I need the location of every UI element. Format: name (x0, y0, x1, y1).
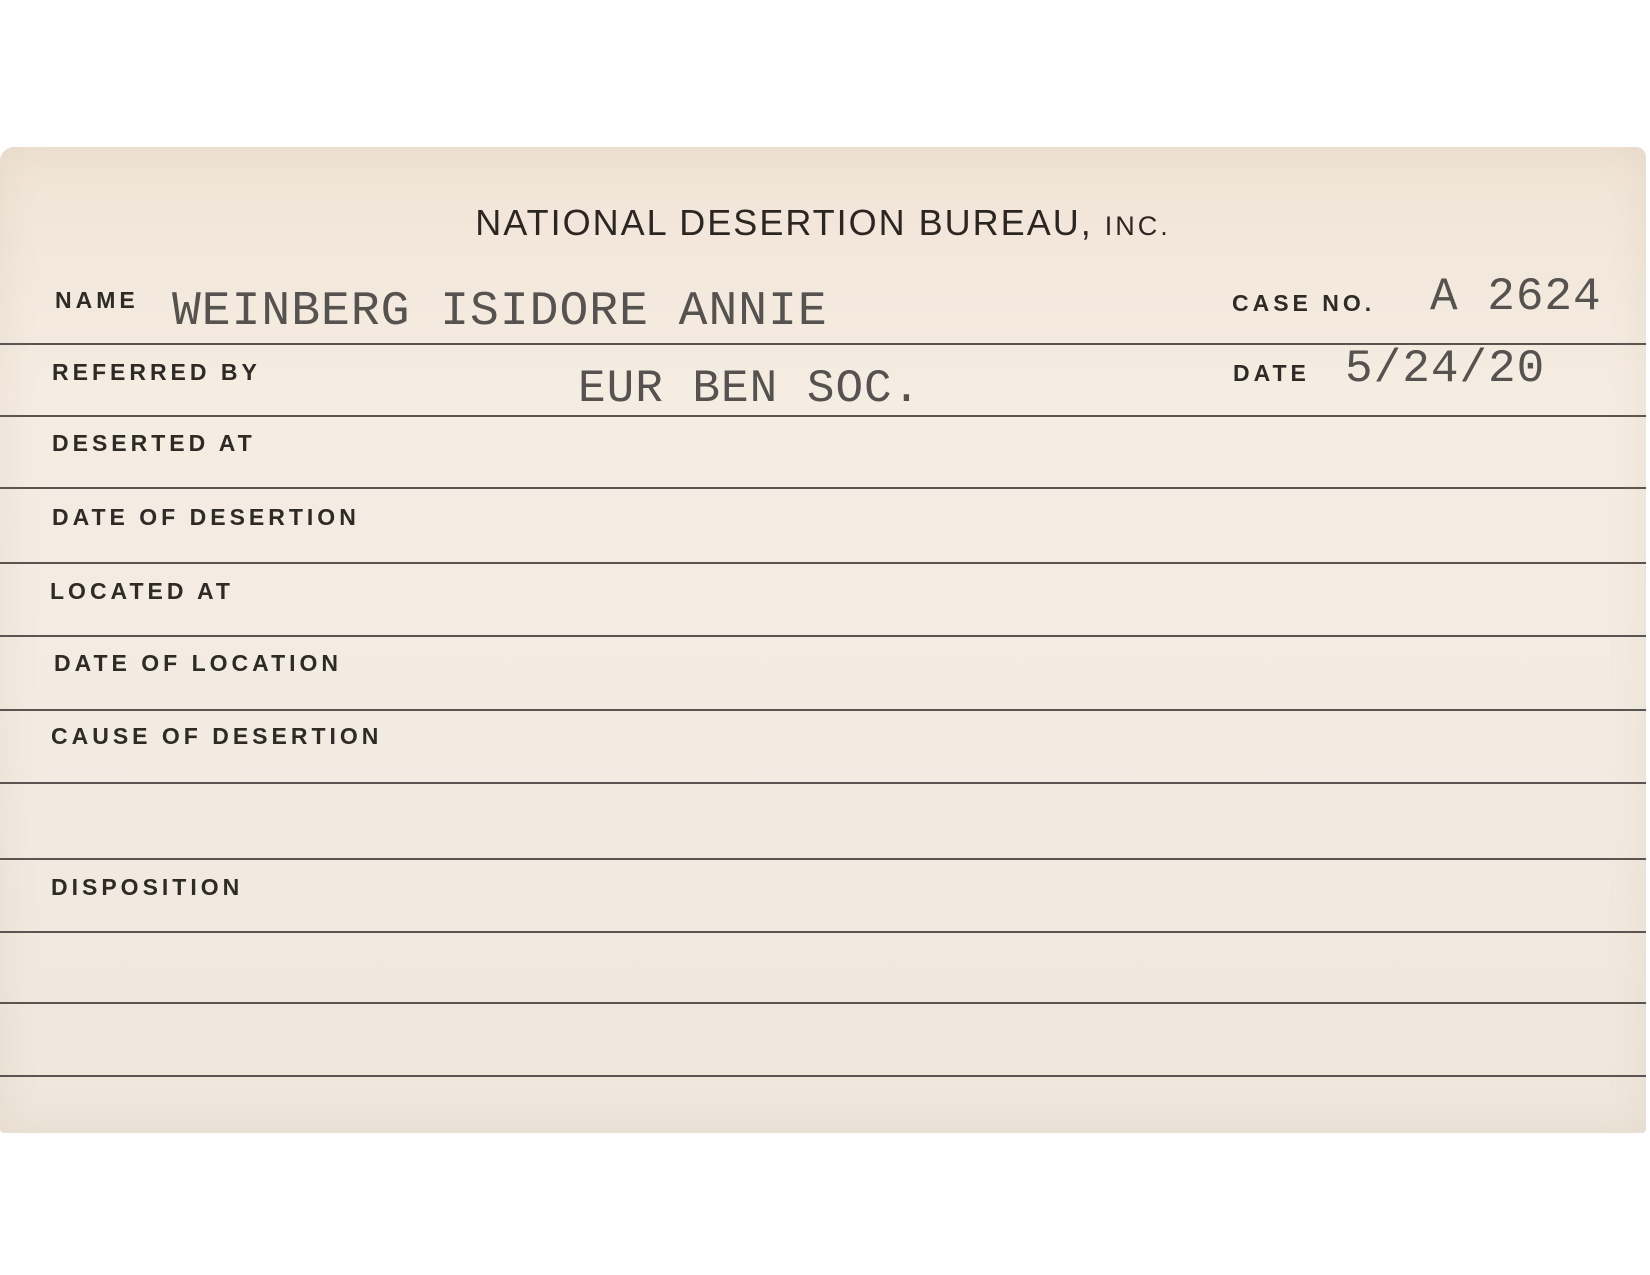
deserted-at-rule (0, 487, 1646, 489)
index-card (0, 147, 1646, 1133)
date-label: DATE (1233, 360, 1310, 386)
date-of-location-rule (0, 709, 1646, 711)
case-no-label: CASE NO. (1232, 290, 1376, 316)
referred-by-label: REFERRED BY (52, 359, 261, 385)
date-value: 5/24/20 (1345, 343, 1546, 395)
case-no-value: A 2624 (1430, 271, 1602, 323)
date-of-desertion-label: DATE OF DESERTION (52, 504, 360, 530)
referred-by-rule (0, 415, 1646, 417)
card-title-main: NATIONAL DESERTION BUREAU, (475, 202, 1093, 243)
disposition-label: DISPOSITION (51, 874, 244, 900)
cause-of-desertion-rule-2 (0, 858, 1646, 860)
located-at-label: LOCATED AT (50, 578, 234, 604)
cause-of-desertion-label: CAUSE OF DESERTION (51, 723, 383, 749)
date-of-desertion-rule (0, 562, 1646, 564)
disposition-rule-2 (0, 1002, 1646, 1004)
disposition-rule-3 (0, 1075, 1646, 1077)
cause-of-desertion-rule (0, 782, 1646, 784)
card-title-suffix: INC. (1104, 211, 1171, 241)
date-of-location-label: DATE OF LOCATION (54, 650, 343, 676)
card-title (0, 202, 1646, 244)
name-label: NAME (55, 287, 139, 313)
disposition-rule (0, 931, 1646, 933)
referred-by-value: EUR BEN SOC. (578, 363, 922, 415)
name-value: WEINBERG ISIDORE ANNIE (172, 285, 828, 339)
located-at-rule (0, 635, 1646, 637)
deserted-at-label: DESERTED AT (52, 430, 256, 456)
